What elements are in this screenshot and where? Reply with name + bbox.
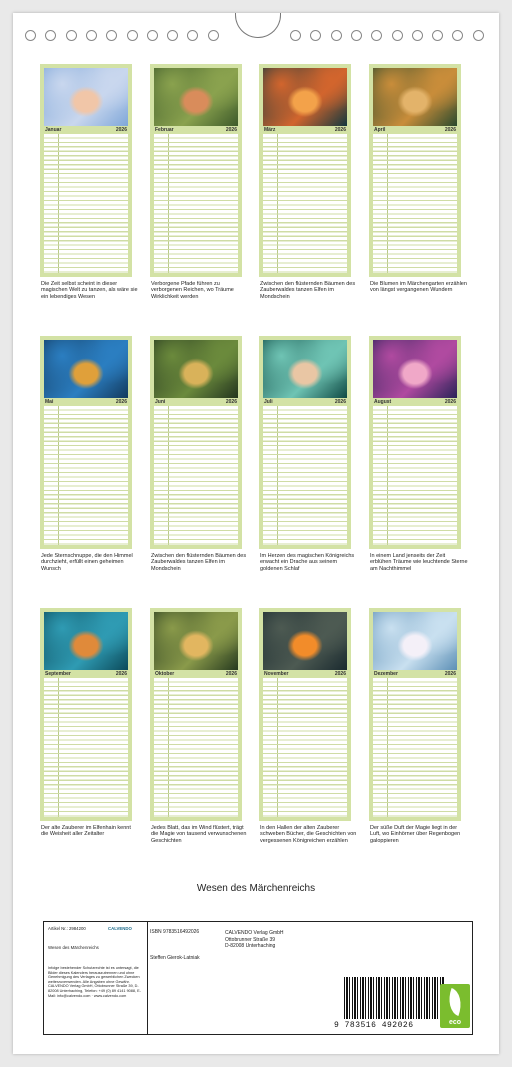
month-header — [263, 126, 347, 133]
publisher-city: D-82008 Unterhaching — [225, 943, 276, 949]
month-header — [44, 126, 128, 133]
day-grid — [263, 406, 347, 545]
publisher-name: CALVENDO Verlag GmbH — [225, 930, 284, 936]
month-caption: In den Hallen der alten Zauberer schweben Bücher, die Geschichten von vergessenen Königreichen erzählen — [260, 825, 357, 844]
month-year: 2026 — [115, 126, 127, 133]
day-grid — [154, 134, 238, 273]
binding-hole — [452, 30, 463, 41]
month-caption: Die Zeit selbst scheint in dieser magischen Welt zu tanzen, als wäre sie ein lebendiges Wesen — [41, 281, 138, 300]
month-header — [154, 398, 238, 405]
month-block — [40, 608, 132, 821]
binding-hole — [432, 30, 443, 41]
binding-hole — [351, 30, 362, 41]
month-name: Juni — [155, 398, 166, 405]
author: Steffen Gierok-Latniak — [150, 955, 200, 961]
month-photo — [44, 68, 128, 126]
month-block — [369, 64, 461, 277]
binding-hole — [45, 30, 56, 41]
calendar-title: Wesen des Märchenreichs — [196, 883, 316, 894]
month-header — [373, 398, 457, 405]
day-grid — [44, 406, 128, 545]
month-name: April — [374, 126, 386, 133]
info-title: Wesen des Märchenreichs — [48, 945, 99, 950]
publisher-street: Ottobrunner Straße 39 — [225, 936, 276, 943]
month-name: Februar — [155, 126, 174, 133]
month-header — [263, 398, 347, 405]
month-photo — [263, 68, 347, 126]
month-header — [373, 126, 457, 133]
barcode-number: 9 783516 492026 — [334, 1021, 414, 1030]
month-name: Juli — [264, 398, 273, 405]
month-caption: Zwischen den flüsternden Bäumen des Zauberwaldes tanzen Elfen im Mondschein — [260, 281, 356, 300]
day-grid — [154, 678, 238, 817]
month-caption: Zwischen den flüsternden Bäumen des Zauberwaldes tanzen Elfen im Mondschein — [151, 553, 247, 572]
month-year: 2026 — [334, 398, 346, 405]
month-header — [154, 126, 238, 133]
month-year: 2026 — [444, 398, 456, 405]
eco-badge — [440, 984, 470, 1028]
month-caption: Verborgene Pfade führen zu verborgenen Reichen, wo Träume Wirklichkeit werden — [151, 281, 234, 300]
month-photo — [373, 612, 457, 670]
month-photo — [373, 68, 457, 126]
month-photo — [263, 340, 347, 398]
month-year: 2026 — [334, 670, 346, 677]
month-header — [373, 670, 457, 677]
month-caption: Der alte Zauberer im Elfenhain kennt die Weisheit aller Zeitalter — [41, 825, 131, 838]
month-caption: In einem Land jenseits der Zeit erblühen Träume wie leuchtende Sterne am Nachthimmel — [370, 553, 468, 572]
binding-hole — [127, 30, 138, 41]
divider — [147, 922, 148, 1034]
isbn: ISBN 9783516492026 — [150, 929, 200, 935]
month-caption: Die Blumen im Märchengarten erzählen von längst vergangenen Wundern — [370, 281, 467, 294]
day-grid — [44, 678, 128, 817]
month-photo — [44, 612, 128, 670]
month-caption: Der süße Duft der Magie liegt in der Luft, wo Einhörner über Regenbogen galoppieren — [370, 825, 461, 844]
binding-hole — [66, 30, 77, 41]
binding-hole — [106, 30, 117, 41]
binding-hole — [331, 30, 342, 41]
month-name: März — [264, 126, 276, 133]
day-grid — [373, 406, 457, 545]
month-name: August — [374, 398, 392, 405]
month-block — [259, 64, 351, 277]
binding-hole — [412, 30, 423, 41]
month-photo — [373, 340, 457, 398]
binding-hole — [86, 30, 97, 41]
month-name: September — [45, 670, 71, 677]
binding-hole — [290, 30, 301, 41]
binding-hole — [473, 30, 484, 41]
month-photo — [154, 340, 238, 398]
binding-hole — [25, 30, 36, 41]
month-caption: Im Herzen des magischen Königreichs erwacht ein Drache aus seinem goldenen Schlaf — [260, 553, 355, 572]
day-grid — [263, 134, 347, 273]
month-header — [44, 398, 128, 405]
day-grid — [44, 134, 128, 273]
calendar-page — [13, 13, 499, 1054]
binding-hole — [167, 30, 178, 41]
month-photo — [44, 340, 128, 398]
day-grid — [263, 678, 347, 817]
month-block — [369, 608, 461, 821]
publisher-logo: CALVENDO — [108, 926, 132, 931]
binding-hole — [147, 30, 158, 41]
month-caption: Jedes Blatt, das im Wind flüstert, trägt die Magie von tausend verwunschenen Geschichten — [151, 825, 247, 844]
month-name: Dezember — [374, 670, 398, 677]
month-header — [263, 670, 347, 677]
month-name: November — [264, 670, 289, 677]
month-block — [150, 64, 242, 277]
leaf-icon — [443, 988, 466, 1016]
month-year: 2026 — [444, 126, 456, 133]
binding-hole — [310, 30, 321, 41]
barcode — [344, 977, 444, 1019]
day-grid — [373, 134, 457, 273]
month-year: 2026 — [444, 670, 456, 677]
month-photo — [263, 612, 347, 670]
month-block — [150, 336, 242, 549]
month-name: Mai — [45, 398, 54, 405]
binding-hole — [208, 30, 219, 41]
month-year: 2026 — [115, 670, 127, 677]
binding-hole — [371, 30, 382, 41]
month-year: 2026 — [334, 126, 346, 133]
article-number: Artikel Nr.: 2984200 — [48, 926, 86, 931]
month-caption: Jede Sternschnuppe, die den Himmel durchzieht, erfüllt einen geheimen Wunsch — [41, 553, 133, 572]
binding-hole — [392, 30, 403, 41]
month-block — [259, 336, 351, 549]
month-year: 2026 — [225, 126, 237, 133]
binding-hole — [187, 30, 198, 41]
month-header — [44, 670, 128, 677]
month-name: Oktober — [155, 670, 175, 677]
day-grid — [154, 406, 238, 545]
month-photo — [154, 612, 238, 670]
month-year: 2026 — [225, 398, 237, 405]
info-box — [43, 921, 473, 1035]
eco-label: eco — [448, 1019, 462, 1026]
month-year: 2026 — [115, 398, 127, 405]
month-block — [40, 64, 132, 277]
month-header — [154, 670, 238, 677]
month-photo — [154, 68, 238, 126]
month-block — [369, 336, 461, 549]
month-name: Januar — [45, 126, 62, 133]
legal-text: Infolge bestehender Schutzrechte ist es untersagt, die Bilder dieses Kalenders herauszutrennen und ohne Genehmigung des Verlages zu gewerblichen Zwecken weiterzuverwenden. Alle Angaben ohne Gewähr. CALVENDO Verlag GmbH, Ottobrunner Straße 39, D-82008 Unterhaching, Telefon: +49 (0) 89 4141 9088, E-Mail: info@calvendo.com · www.calvendo.com — [48, 966, 141, 998]
month-year: 2026 — [225, 670, 237, 677]
month-block — [40, 336, 132, 549]
publisher-address — [225, 930, 335, 950]
day-grid — [373, 678, 457, 817]
month-block — [259, 608, 351, 821]
month-block — [150, 608, 242, 821]
